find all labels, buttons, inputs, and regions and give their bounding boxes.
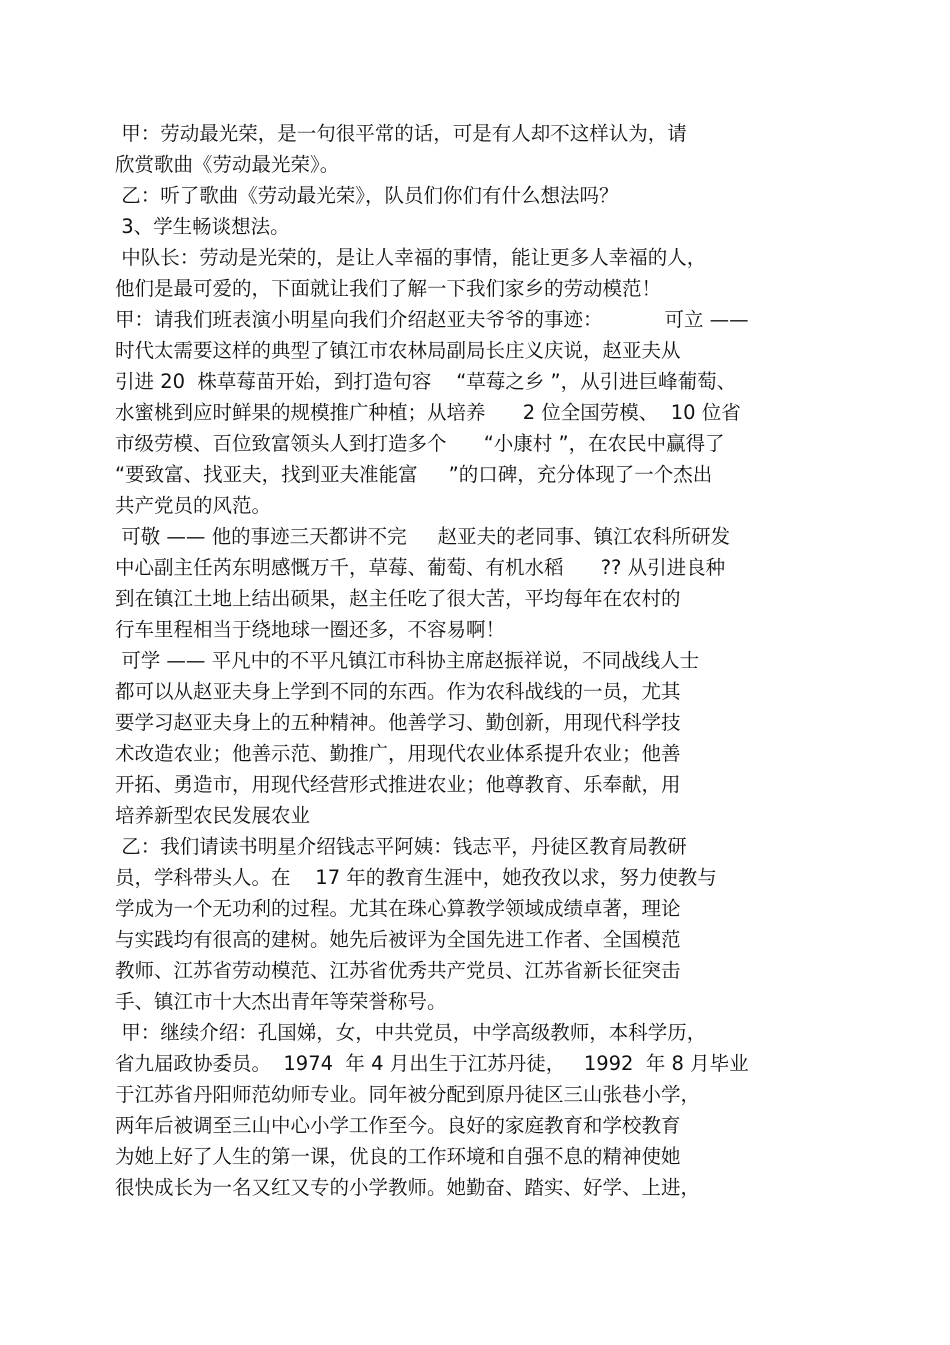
text-line: 可学 —— 平凡中的不平凡镇江市科协主席赵振祥说，不同战线人士	[115, 649, 700, 672]
text-line: 他们是最可爱的，下面就让我们了解一下我们家乡的劳动模范！	[115, 277, 662, 300]
text-line: 欣赏歌曲《劳动最光荣》。	[115, 153, 340, 176]
text-line: 省九届政协委员。 1974 年 4 月出生于江苏丹徒， 1992 年 8 月毕业	[115, 1052, 749, 1075]
text-line: 甲：继续介绍：孔国娣，女，中共党员，中学高级教师，本科学历，	[115, 1021, 707, 1044]
text-line: 中心副主任芮东明感慨万千，草莓、葡萄、有机水稻 ?? 从引进良种	[115, 556, 726, 579]
text-line: 到在镇江土地上结出硕果，赵主任吃了很大苦，平均每年在农村的	[115, 587, 681, 610]
text-line: 共产党员的风范。	[115, 494, 272, 517]
text-line: 术改造农业；他善示范、勤推广，用现代农业体系提升农业；他善	[115, 742, 681, 765]
text-line: 学成为一个无功利的过程。尤其在珠心算教学领域成绩卓著，理论	[115, 897, 681, 920]
text-line: 时代太需要这样的典型了镇江市农林局副局长庄义庆说，赵亚夫从	[115, 339, 681, 362]
text-line: 教师、江苏省劳动模范、江苏省优秀共产党员、江苏省新长征突击	[115, 959, 681, 982]
text-line: 乙：听了歌曲《劳动最光荣》，队员们你们有什么想法吗？	[115, 184, 619, 207]
text-line: 要学习赵亚夫身上的五种精神。他善学习、勤创新，用现代科学技	[115, 711, 681, 734]
text-line: 乙：我们请读书明星介绍钱志平阿姨：钱志平，丹徒区教育局教研	[115, 835, 687, 858]
text-line: 员，学科带头人。在 17 年的教育生涯中，她孜孜以求，努力使教与	[115, 866, 717, 889]
text-line: 3、学生畅谈想法。	[115, 215, 290, 238]
text-line: 于江苏省丹阳师范幼师专业。同年被分配到原丹徒区三山张巷小学，	[115, 1083, 701, 1106]
text-line: 甲：请我们班表演小明星向我们介绍赵亚夫爷爷的事迹： 可立 ——	[115, 308, 749, 331]
text-line: 与实践均有很高的建树。她先后被评为全国先进工作者、全国模范	[115, 928, 681, 951]
text-line: 甲：劳动最光荣，是一句很平常的话，可是有人却不这样认为，请	[115, 122, 687, 145]
text-line: 两年后被调至三山中心小学工作至今。良好的家庭教育和学校教育	[115, 1114, 681, 1137]
text-line: 开拓、勇造市，用现代经营形式推进农业；他尊教育、乐奉献，用	[115, 773, 681, 796]
text-line: 都可以从赵亚夫身上学到不同的东西。作为农科战线的一员，尤其	[115, 680, 681, 703]
text-line: 市级劳模、百位致富领头人到打造多个 “小康村 ”，在农民中赢得了	[115, 432, 725, 455]
text-line: 可敬 —— 他的事迹三天都讲不完 赵亚夫的老同事、镇江农科所研发	[115, 525, 731, 548]
text-line: 行车里程相当于绕地球一圈还多，不容易啊！	[115, 618, 506, 641]
text-line: “要致富、找亚夫，找到亚夫准能富 ”的口碑，充分体现了一个杰出	[115, 463, 713, 486]
text-line: 引进 20 株草莓苗开始，到打造句容 “草莓之乡 ”，从引进巨峰葡萄、	[115, 370, 737, 393]
text-line: 中队长：劳动是光荣的，是让人幸福的事情，能让更多人幸福的人，	[115, 246, 707, 269]
text-line: 培养新型农民发展农业	[115, 804, 311, 827]
text-line: 手、镇江市十大杰出青年等荣誉称号。	[115, 990, 447, 1013]
text-line: 水蜜桃到应时鲜果的规模推广种植；从培养 2 位全国劳模、 10 位省	[115, 401, 741, 424]
text-line: 很快成长为一名又红又专的小学教师。她勤奋、踏实、好学、上进，	[115, 1176, 701, 1199]
text-line: 为她上好了人生的第一课，优良的工作环境和自强不息的精神使她	[115, 1145, 681, 1168]
